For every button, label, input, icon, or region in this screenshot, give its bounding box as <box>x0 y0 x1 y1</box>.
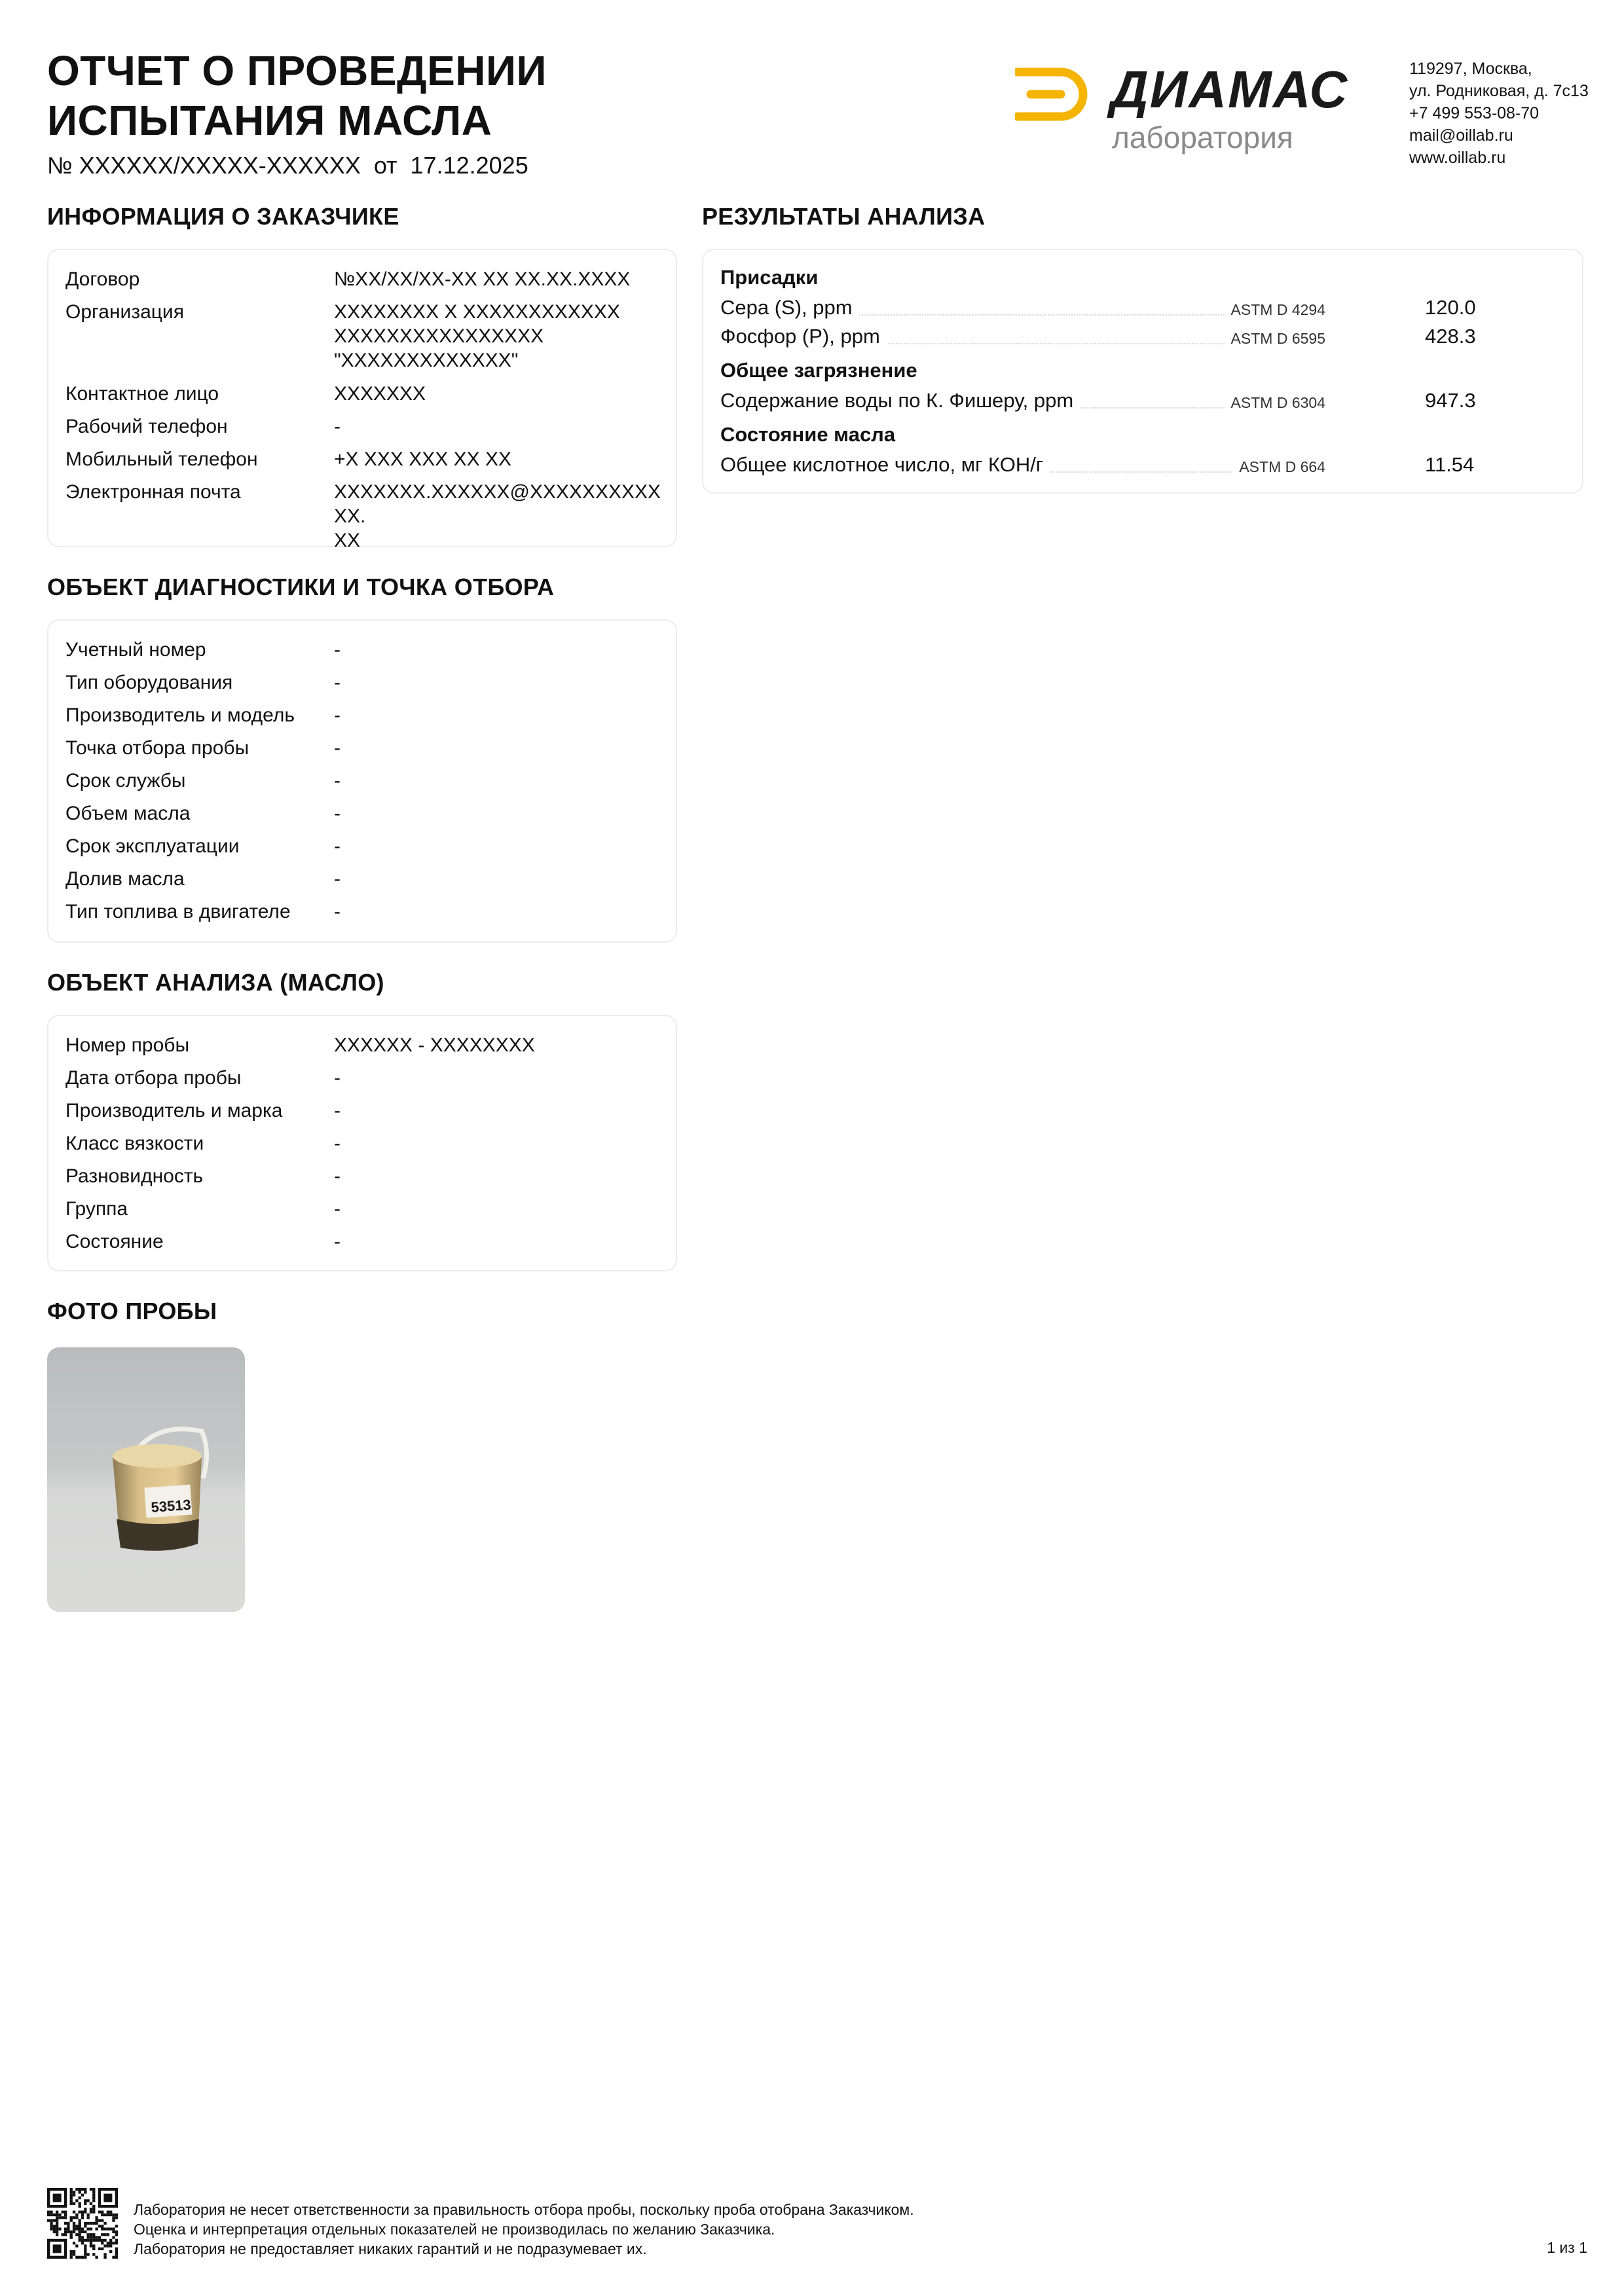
logo-subtitle: лаборатория <box>1112 120 1293 155</box>
results-row <box>720 389 1556 415</box>
results-group-title: Состояние масла <box>720 423 896 446</box>
results-value: 428.3 <box>1425 325 1476 348</box>
results-heading: РЕЗУЛЬТАТЫ АНАЛИЗА <box>702 203 986 230</box>
results-row <box>720 453 1556 479</box>
logo-name: ДИАМАС <box>1111 63 1349 118</box>
page-number: 1 из 1 <box>1547 2239 1587 2256</box>
object-heading: ОБЪЕКТ ДИАГНОСТИКИ И ТОЧКА ОТБОРА <box>47 574 555 600</box>
results-parameter: Общее кислотное число, мг КОН/г <box>720 453 1050 477</box>
report-title: ОТЧЕТ О ПРОВЕДЕНИИ ИСПЫТАНИЯ МАСЛА <box>47 47 547 144</box>
results-value: 120.0 <box>1425 296 1476 319</box>
customer-card: Договор №XX/XX/XX-XX XX XX.XX.XXXX Организация XXXXXXXX X XXXXXXXXXXXX XXXXXXXXXXXXXXXX "XXXXXXXXXXXXX" Контактное лицо XXXXXXX Рабочий телефон - Мобильный телефон +X XXX XXX XX XX Электронная почта XXXXXXX.XXXXXX@XXXXXXXXXXXX. XX <box>47 249 677 547</box>
results-parameter: Содержание воды по К. Фишеру, ppm <box>720 389 1080 412</box>
lab-contacts <box>1409 58 1589 169</box>
results-value: 11.54 <box>1425 453 1475 476</box>
report-number: № XXXXXX/XXXXX-XXXXXX от 17.12.2025 <box>47 152 528 179</box>
disclaimer-line: Лаборатория не предоставляет никаких гарантий и не подразумевает их. <box>134 2240 647 2257</box>
company-logo <box>1015 63 1382 168</box>
disclaimer-line: Лаборатория не несет ответственности за правильность отбора пробы, поскольку проба отобрана Заказчиком. <box>134 2201 914 2218</box>
jar-label: 53513 <box>150 1496 192 1516</box>
results-group-title: Общее загрязнение <box>720 359 917 382</box>
disclaimer-line: Оценка и интерпретация отдельных показателей не производилась по желанию Заказчика. <box>134 2221 775 2238</box>
results-method: ASTM D 6304 <box>1226 394 1340 412</box>
qr-code-icon <box>47 2188 118 2259</box>
contact-website: www.oillab.ru <box>1409 149 1506 167</box>
results-method: ASTM D 6595 <box>1226 330 1340 348</box>
customer-heading: ИНФОРМАЦИЯ О ЗАКАЗЧИКЕ <box>47 203 399 230</box>
contact-address: 119297, Москва, <box>1409 60 1532 78</box>
results-group-title: Присадки <box>720 266 819 289</box>
object-card: Учетный номер - Тип оборудования - Производитель и модель - Точка отбора пробы - Срок службы - Объем масла - Срок эксплуатации - Долив масла - Тип топлива в двигателе - <box>47 619 677 943</box>
results-method: ASTM D 4294 <box>1226 301 1340 319</box>
logo-mark-icon <box>1018 72 1083 117</box>
results-parameter: Фосфор (P), ppm <box>720 325 887 348</box>
contact-email: mail@oillab.ru <box>1409 126 1513 145</box>
sample-photo <box>47 1347 245 1612</box>
results-method: ASTM D 664 <box>1234 458 1340 476</box>
results-parameter: Сера (S), ppm <box>720 296 859 319</box>
oil-card: Номер пробы XXXXXX - XXXXXXXX Дата отбора пробы - Производитель и марка - Класс вязкости - Разновидность - Группа - Состояние - <box>47 1015 677 1271</box>
disclaimer <box>134 2200 914 2259</box>
contact-phone: +7 499 553-08-70 <box>1409 104 1540 122</box>
results-row <box>720 296 1556 322</box>
oil-heading: ОБЪЕКТ АНАЛИЗА (МАСЛО) <box>47 969 384 996</box>
photo-heading: ФОТО ПРОБЫ <box>47 1298 217 1324</box>
contact-street: ул. Родниковая, д. 7с13 <box>1409 82 1589 100</box>
results-row <box>720 325 1556 351</box>
results-value: 947.3 <box>1425 389 1476 412</box>
results-card <box>702 249 1583 494</box>
